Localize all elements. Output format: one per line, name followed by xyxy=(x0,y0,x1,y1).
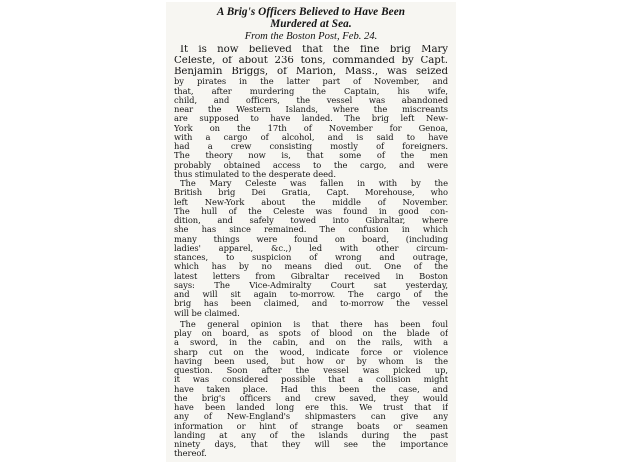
paragraph-line: play on board, as spots of blood on the blade of xyxy=(174,329,448,339)
paragraph-line: thus stimulated to the desperate deed. xyxy=(174,169,336,179)
paragraph-line: Celeste, of about 236 tons, commanded by Capt. xyxy=(174,55,448,66)
paragraph-2 xyxy=(174,179,448,318)
headline xyxy=(174,6,448,30)
paragraph-line: which has by no means died out. One of the xyxy=(174,262,448,272)
paragraph-line: she has since remained. The confusion in which xyxy=(174,225,448,235)
paragraph-line: have taken place. Had this been the case, and xyxy=(174,384,448,394)
paragraph-line: that, after murdering the Captain, his wife, xyxy=(174,86,448,96)
paragraph-line: landing at any of the islands during the past xyxy=(174,430,448,440)
paragraph-line: It is now believed that the fine brig Mary xyxy=(180,45,448,55)
paragraph-line: left New-York about the middle of November. xyxy=(174,197,448,207)
paragraph-line: says: The Vice-Admiralty Court sat yesterday, xyxy=(174,280,448,290)
paragraph-line: ladies' apparel, &c.,) led with other circum- xyxy=(174,243,448,253)
paragraph-line: a sword, in the cabin, and on the rails, with a xyxy=(174,338,448,348)
headline-line-2: Murdered at Sea. xyxy=(270,18,352,30)
paragraph-line: question. Soon after the vessel was picked up, xyxy=(174,366,448,376)
paragraph-line: stances, to suspicion of wrong and outrage, xyxy=(174,253,448,263)
paragraph-line: The hull of the Celeste was found in good con- xyxy=(174,206,448,216)
paragraph-line: are supposed to have landed. The brig left New- xyxy=(174,114,448,124)
paragraph-line: information or hint of strange boats or seamen xyxy=(174,421,448,431)
paragraph-line: The general opinion is that there has been foul xyxy=(180,319,448,329)
paragraph-line: with a cargo of alcohol, and is said to have xyxy=(174,132,448,142)
paragraph-line: dition, and safely towed into Gibraltar, where xyxy=(174,216,448,226)
paragraph-line: will be claimed. xyxy=(174,308,240,318)
newspaper-clipping xyxy=(166,2,456,462)
paragraph-line: York on the 17th of November for Genoa, xyxy=(174,123,448,133)
paragraph-line: by pirates in the latter part of November, and xyxy=(174,77,448,87)
paragraph-line: child, and officers, the vessel was abandoned xyxy=(174,95,448,105)
paragraph-3 xyxy=(174,320,448,459)
paragraph-line: sharp cut on the wood, indicate force or violence xyxy=(174,347,448,357)
paragraph-line: Benjamin Briggs, of Marion, Mass., was seized xyxy=(174,66,448,77)
paragraph-line: having been used, but how or by whom is the xyxy=(174,356,448,366)
paragraph-line: latest letters from Gibraltar received in Boston xyxy=(174,271,448,281)
paragraph-line: the brig's officers and crew saved, they would xyxy=(174,393,448,403)
paragraph-line: near the Western Islands, where the miscreants xyxy=(174,105,448,115)
paragraph-line: any of New-England's shipmasters can give any xyxy=(174,412,448,422)
paragraph-line: many things were found on board, (including xyxy=(174,234,448,244)
headline-line-1: A Brig's Officers Believed to Have Been xyxy=(216,6,406,18)
paragraph-1 xyxy=(174,45,448,179)
source-credit: From the Boston Post, Feb. 24. xyxy=(244,31,378,42)
paragraph-line: British brig Dei Gratia, Capt. Morehouse, who xyxy=(174,188,448,198)
paragraph-line: thereof. xyxy=(174,449,207,459)
paragraph-line: brig has been claimed, and to-morrow the vessel xyxy=(174,299,448,309)
paragraph-line: ninety days, that they will see the importance xyxy=(174,440,448,450)
paragraph-line: The Mary Celeste was fallen in with by the xyxy=(180,179,448,189)
paragraph-line: probably obtained access to the cargo, and were xyxy=(174,160,448,170)
paragraph-line: The theory now is, that some of the men xyxy=(174,151,448,161)
paragraph-line: have been landed long ere this. We trust that if xyxy=(174,403,448,413)
paragraph-line: and will sit again to-morrow. The cargo of the xyxy=(174,290,448,300)
paragraph-line: had a crew consisting mostly of foreigners. xyxy=(174,142,448,152)
paragraph-line: it was considered possible that a collision might xyxy=(174,375,448,385)
